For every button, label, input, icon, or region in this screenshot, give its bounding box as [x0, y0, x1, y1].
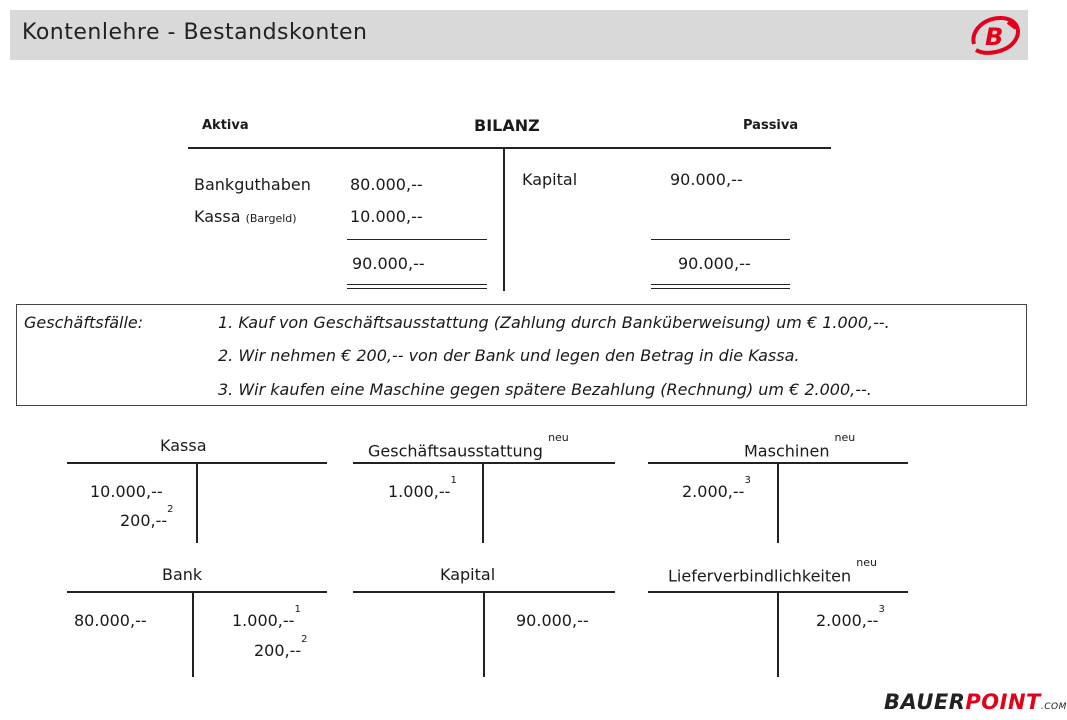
booking-value: 2.000,--$^3$	[816, 603, 885, 630]
account-title-ausstattung: Geschäftsausstattung $^{neu}$	[368, 431, 569, 461]
aktiva-item-value: 80.000,--	[350, 175, 423, 194]
account-title-kapital: Kapital	[440, 565, 496, 584]
passiva-double-line	[651, 288, 790, 289]
booking-value: 90.000,--	[516, 611, 589, 630]
account-title-lieferverb: Lieferverbindlichkeiten $^{neu}$	[668, 556, 877, 586]
bauerpoint-b-logo-icon	[968, 14, 1022, 56]
t-account-line	[353, 462, 615, 464]
t-account-divider	[777, 463, 779, 543]
booking-ref: 1	[294, 603, 301, 615]
geschaeftsfall-item: 2. Wir nehmen € 200,-- von der Bank und legen den Betrag in die Kassa.	[218, 346, 800, 365]
account-title-bank: Bank	[162, 565, 203, 584]
t-account-line	[67, 591, 327, 593]
booking-value: 200,--$^2$	[120, 503, 174, 530]
t-account-divider	[482, 463, 484, 543]
aktiva-label: Aktiva	[202, 118, 249, 133]
aktiva-double-line	[347, 288, 487, 289]
account-title-maschinen: Maschinen $^{neu}$	[744, 431, 856, 461]
geschaeftsfall-item: 3. Wir kaufen eine Maschine gegen spätere Bezahlung (Rechnung) um € 2.000,--.	[218, 380, 872, 399]
bilanz-divider	[503, 148, 505, 291]
passiva-item-value: 90.000,--	[670, 170, 743, 189]
booking-value: 2.000,--$^3$	[682, 474, 751, 501]
geschaeftsfaelle-label: Geschäftsfälle:	[24, 313, 144, 332]
aktiva-sum-line	[347, 239, 487, 240]
aktiva-item-note: (Bargeld)	[245, 212, 297, 225]
t-account-divider	[196, 463, 198, 543]
booking-ref: 1	[450, 474, 457, 486]
passiva-double-line	[651, 284, 790, 285]
booking-value: 1.000,--$^1$	[232, 603, 301, 630]
page-title: Kontenlehre - Bestandskonten	[22, 20, 368, 45]
passiva-total: 90.000,--	[678, 254, 751, 273]
aktiva-item-label: Bankguthaben	[194, 175, 311, 194]
t-account-divider	[483, 592, 485, 677]
svg-text:B: B	[985, 23, 1004, 51]
booking-value: 200,--$^2$	[254, 633, 308, 660]
booking-ref: 3	[744, 474, 751, 486]
header-bar	[10, 10, 1028, 60]
aktiva-double-line	[347, 284, 487, 285]
aktiva-total: 90.000,--	[352, 254, 425, 273]
bilanz-title: BILANZ	[474, 116, 540, 135]
booking-value: 80.000,--	[74, 611, 147, 630]
geschaeftsfall-item: 1. Kauf von Geschäftsausstattung (Zahlung durch Banküberweisung) um € 1.000,--.	[218, 313, 890, 332]
t-account-divider	[777, 592, 779, 677]
bilanz-top-line	[188, 147, 831, 149]
passiva-item-label: Kapital	[522, 170, 578, 189]
passiva-label: Passiva	[743, 118, 799, 133]
booking-value: 1.000,--$^1$	[388, 474, 457, 501]
booking-value: 10.000,--	[90, 482, 163, 501]
booking-ref: 2	[167, 503, 174, 515]
account-title-kassa: Kassa	[160, 436, 207, 455]
booking-ref: 2	[301, 633, 308, 645]
new-tag: neu	[834, 431, 856, 444]
passiva-sum-line	[651, 239, 790, 240]
bauerpoint-brand: BAUERPOINT.COM	[884, 690, 1067, 714]
booking-ref: 3	[878, 603, 885, 615]
new-tag: neu	[856, 556, 877, 569]
t-account-divider	[192, 592, 194, 677]
new-tag: neu	[548, 431, 569, 444]
aktiva-item-value: 10.000,--	[350, 207, 423, 226]
aktiva-item-label: Kassa (Bargeld)	[194, 207, 297, 226]
